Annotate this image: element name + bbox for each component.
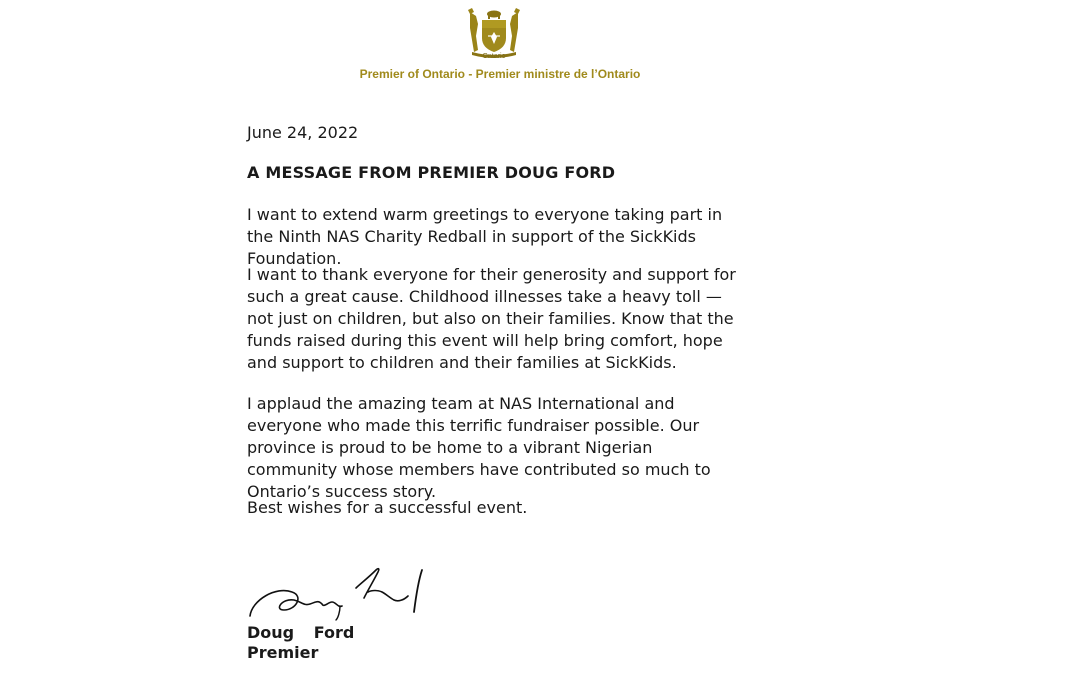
letter-heading: A MESSAGE FROM PREMIER DOUG FORD xyxy=(247,163,616,182)
crest-caption: Ontario xyxy=(482,53,506,60)
letter-body xyxy=(247,122,767,144)
paragraph-closing: Best wishes for a successful event. xyxy=(247,498,528,517)
paragraph-applause: I applaud the amazing team at NAS International and everyone who made this terrific fundraiser possible. Our province is proud to be home to a vibrant Nigerian community whose members have contributed so much to Ontario’s success story. xyxy=(247,394,711,501)
paragraph-greeting: I want to extend warm greetings to everyone taking part in the Ninth NAS Charity Redball in support of the SickKids Foundation. xyxy=(247,205,723,268)
letter-date: June 24, 2022 xyxy=(247,123,359,142)
letterhead-title: Premier of Ontario - Premier ministre de l’Ontario xyxy=(359,67,641,81)
handwritten-signature xyxy=(246,562,436,622)
signatory-title: Premier xyxy=(247,643,319,662)
signatory-name: Doug Ford xyxy=(247,623,355,642)
paragraph-thanks: I want to thank everyone for their generosity and support for such a great cause. Childhood illnesses take a heavy toll — not just on children, but also on their families. Know that the funds raised during this event will help bring comfort, hope and support to children and their families at SickKids. xyxy=(247,265,736,372)
